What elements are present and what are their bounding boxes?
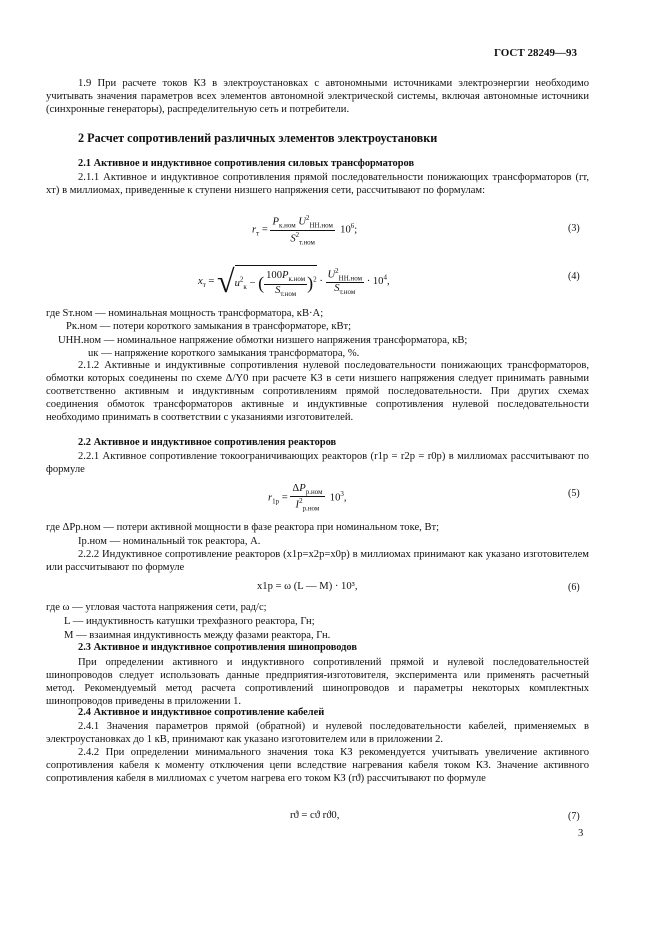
equation-7: rϑ = cϑ rϑ0, — [290, 810, 340, 821]
where-1-line-3: UНН.ном — номинальное напряжение обмотки низшего напряжения трансформатора, кВ; — [58, 335, 468, 346]
equation-6: x1р = ω (L — M) · 10³, — [257, 581, 358, 592]
para-2-4-2: 2.4.2 При определении минимального значения тока КЗ рекомендуется учитывать увеличение активного сопротивления кабеля к моменту отключения цепи вследствие нагревания кабеля током КЗ. Значение активного сопротивления кабеля в миллиомах с учетом нагрева его током КЗ (rϑ) рассчитывают по формуле — [46, 747, 589, 785]
standard-header: ГОСТ 28249—93 — [494, 47, 577, 59]
heading-2-2: 2.2 Активное и индуктивное сопротивления реакторов — [78, 437, 337, 448]
equation-3-number: (3) — [568, 223, 580, 234]
equation-6-number: (6) — [568, 582, 580, 593]
heading-2-4: 2.4 Активное и индуктивное сопротивление кабелей — [78, 707, 325, 718]
equation-5-number: (5) — [568, 488, 580, 499]
where-3-line-1: где ω — угловая частота напряжения сети, рад/с; — [46, 602, 267, 613]
para-1-9: 1.9 При расчете токов КЗ в электроустановках с автономными источниками электроэнергии необходимо учитывать значения параметров всех элементов автономной электрической системы, включая автономные источники (синхронные генераторы), распределительную сеть и потребители. — [46, 78, 589, 116]
para-2-1-2: 2.1.2 Активные и индуктивные сопротивления нулевой последовательности понижающих трансформаторов, обмотки которых соединены по схеме Δ/Y0 при расчете КЗ в сети низшего напряжения следует принимать равными соответственно активным и индуктивным сопротивлениям прямой последовательности. При других схемах соединения обмоток трансформаторов активные и индуктивные сопротивления нулевой последовательности необходимо принимать в соответствии с указаниями изготовителей. — [46, 360, 589, 424]
equation-4: $x_т = √u^2_к$ − ( $\frac{100P_{к.ном}}{S_{т.ном}}$ )$^2$ · $\frac{U^2_{НН.ном}}{S_{т.ном}}$ · $10^4$, — [198, 263, 390, 299]
where-3-line-3: M — взаимная индуктивность между фазами реактора, Гн. — [64, 630, 331, 641]
equation-4-number: (4) — [568, 271, 580, 282]
equation-5: $r_{1р}$ = $\frac{\Delta P_{р.ном}}{I^2_{р.ном}}$ $10^3$, — [268, 483, 347, 513]
section-2-title: 2 Расчет сопротивлений различных элементов электроустановки — [78, 131, 438, 145]
page-number: 3 — [578, 828, 584, 839]
para-2-1-1: 2.1.1 Активное и индуктивное сопротивления прямой последовательности понижающих трансформаторов (rт, xт) в миллиомах, приведенные к ступени низшего напряжения сети, рассчитывают по формулам: — [46, 172, 589, 197]
para-2-2-1: 2.2.1 Активное сопротивление токоограничивающих реакторов (r1р = r2р = r0р) в миллиомах рассчитывают по формуле — [46, 451, 589, 476]
where-2-line-1: где ΔPр.ном — потери активной мощности в фазе реактора при номинальном токе, Вт; — [46, 522, 440, 533]
equation-7-number: (7) — [568, 811, 580, 822]
where-1-line-1: где Sт.ном — номинальная мощность трансформатора, кВ·А; — [46, 308, 324, 319]
equation-3: $r_т$ = $\frac{P_{к.ном} U^2_{НН.ном}}{S^2_{т.ном}}$ $10^6$; — [252, 214, 358, 247]
para-2-3: При определении активного и индуктивного сопротивлений прямой и нулевой последовательностей шинопроводов следует использовать данные предприятия-изготовителя, эксперимента или применять расчетный метод. Рекомендуемый метод расчета сопротивлений шинопроводов и параметры некоторых комплектных шинопроводов приведены в приложении 1. — [46, 657, 589, 708]
where-2-line-2: Iр.ном — номинальный ток реактора, А. — [78, 536, 261, 547]
where-1-line-4: uк — напряжение короткого замыкания трансформатора, %. — [88, 348, 360, 359]
heading-2-3: 2.3 Активное и индуктивное сопротивления шинопроводов — [78, 642, 357, 653]
para-2-2-2: 2.2.2 Индуктивное сопротивление реакторов (x1р=x2р=x0р) в миллиомах принимают как указано изготовителем или рассчитывают по формуле — [46, 549, 589, 574]
heading-2-1: 2.1 Активное и индуктивное сопротивления силовых трансформаторов — [78, 158, 415, 169]
where-1-line-2: Pк.ном — потери короткого замыкания в трансформаторе, кВт; — [66, 321, 352, 332]
para-2-4-1: 2.4.1 Значения параметров прямой (обратной) и нулевой последовательности кабелей, применяемых в электроустановках до 1 кВ, принимают как указано изготовителем или в приложении 2. — [46, 721, 589, 746]
where-3-line-2: L — индуктивность катушки трехфазного реактора, Гн; — [64, 616, 315, 627]
